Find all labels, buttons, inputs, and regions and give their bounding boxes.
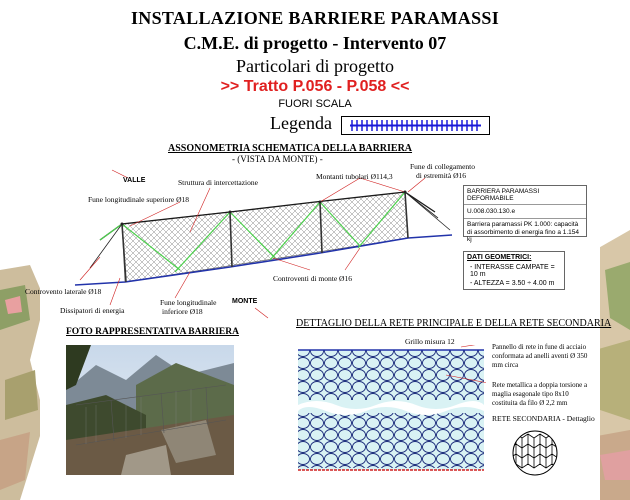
- label-controvento-laterale: Controvento laterale Ø18: [25, 287, 102, 296]
- geometric-interasse: - INTERASSE CAMPATE = 10 m: [470, 264, 555, 278]
- label-rete-secondaria: RETE SECONDARIA - Dettaglio: [492, 414, 595, 423]
- label-fune-inferiore: Fune longitudinale: [160, 298, 217, 307]
- geometric-title: DATI GEOMETRICI:: [467, 254, 532, 261]
- info-header: BARRIERA PARAMASSI DEFORMABILE: [464, 186, 586, 205]
- label-montanti: Montanti tubolari Ø114,3: [316, 172, 393, 181]
- secondary-net-detail: [510, 428, 560, 478]
- photo-illustration: [66, 345, 234, 475]
- info-code: U.008.030.130.e: [464, 205, 586, 219]
- barrier-photo: [66, 345, 234, 475]
- net-detail-drawing: [296, 345, 486, 475]
- label-valle: VALLE: [123, 177, 146, 184]
- info-desc: Barriera paramassi PK 1.000: capacità di assorbimento di energia fino a 1.154 kj: [467, 221, 580, 243]
- document-title: INSTALLAZIONE BARRIERE PARAMASSI: [131, 8, 499, 28]
- assonometria-subtitle: - (VISTA DA MONTE) -: [232, 154, 323, 164]
- legend-symbol-box: [341, 116, 490, 135]
- label-monte: MONTE: [232, 298, 258, 305]
- geometric-data-box: [463, 251, 565, 290]
- label-fune-collegamento: Fune di collegamento: [410, 162, 475, 171]
- label-controventi-monte: Controventi di monte Ø16: [273, 274, 352, 283]
- barrier-legend-symbol: [342, 117, 489, 134]
- net-surface: [122, 192, 408, 282]
- label-struttura: Struttura di intercettazione: [178, 178, 258, 187]
- geometric-altezza: - ALTEZZA = 3.50 ÷ 4.00 m: [470, 280, 555, 287]
- label-fune-collegamento-2: di estremità Ø16: [416, 171, 466, 180]
- assonometria-title: ASSONOMETRIA SCHEMATICA DELLA BARRIERA: [168, 143, 413, 154]
- legend-label: Legenda: [270, 113, 332, 133]
- label-fune-superiore: Fune longitudinale superiore Ø18: [88, 195, 190, 204]
- label-rete: Rete metallica a doppia torsione a maglia esagonale tipo 8x10 costituita da filo Ø 2,2 mm: [492, 381, 588, 407]
- dettaglio-title: DETTAGLIO DELLA RETE PRINCIPALE E DELLA RETE SECONDARIA: [296, 318, 612, 329]
- barrier-info-box: [463, 185, 587, 243]
- section-title: Particolari di progetto: [236, 56, 394, 76]
- tratto-label: >> Tratto P.056 - P.058 <<: [220, 78, 410, 95]
- label-dissipatori: Dissipatori di energia: [60, 306, 125, 315]
- foto-title: FOTO RAPPRESENTATIVA BARRIERA: [66, 327, 239, 337]
- document-subtitle: C.M.E. di progetto - Intervento 07: [183, 33, 447, 53]
- label-fune-inferiore-2: inferiore Ø18: [162, 307, 203, 316]
- label-grillo: Grillo misura 12: [405, 337, 455, 346]
- label-pannello: Pannello di rete in fune di acciaio conformata ad anelli aventi Ø 350 mm circa: [492, 343, 588, 369]
- scale-label: FUORI SCALA: [278, 98, 352, 110]
